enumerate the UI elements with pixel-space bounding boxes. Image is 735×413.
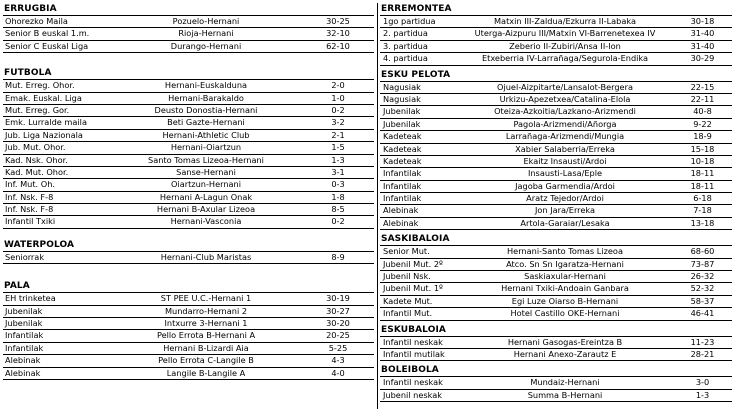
match-cell: Summa B-Hernani [527,389,603,400]
match-cell: Hernani-Barakaldo [168,92,244,103]
category-cell: Nagusiak [383,93,421,104]
score-cell: 68-60 [690,246,715,257]
score-cell: 7-18 [693,205,712,216]
results-table [380,336,732,362]
match-cell: Egi Luze Oiarso B-Hernani [511,295,619,306]
score-cell: 20-25 [326,330,350,341]
category-cell: Emk. Lurralde maila [5,117,87,128]
section-esku-pelota [380,69,732,231]
section-title: ERREMONTEA [381,4,452,14]
section-boleibola [380,364,732,402]
score-cell: 30-29 [690,53,715,64]
score-cell: 10-18 [690,155,715,166]
category-cell: Nagusiak [383,81,421,92]
column-divider [377,3,378,409]
category-cell: Infantil neskak [383,336,443,347]
result-row [3,93,374,105]
category-cell: Inf. Mut. Oh. [5,179,55,190]
category-cell: Alebinak [5,355,41,366]
section-gap [3,229,374,239]
result-row [3,252,374,264]
section-title: SASKIBALOIA [381,234,450,245]
score-cell: 8-9 [331,251,345,262]
category-cell: Kadeteak [383,131,422,142]
match-cell: Mundarro-Hernani 2 [164,305,248,316]
category-cell: 1go partidua [383,16,436,26]
results-table [380,15,732,66]
match-cell: Hernani-Euskalduna [164,80,248,91]
category-cell: Kadeteak [383,155,422,166]
score-cell: 22-15 [690,81,715,92]
category-cell: Jub. Liga Nazionala [5,129,83,140]
match-cell: Pagola-Arizmendi/Añorga [513,118,617,129]
section-eskubaloia [380,324,732,362]
result-row [380,28,732,40]
results-table [3,79,374,229]
result-row [3,80,374,92]
score-cell: 62-10 [326,40,350,51]
result-row [3,179,374,191]
section-waterpoloa [3,239,374,264]
category-cell: Inf. Nsk. F-8 [5,204,54,215]
match-cell: Deusto Donostia-Hernani [154,104,258,115]
score-cell: 58-37 [690,295,715,306]
result-row [380,82,732,94]
section-gap [3,264,374,280]
section-gap [3,53,374,67]
match-cell: Zeberio II-Zubiri/Ansa II-Ion [509,40,621,51]
section-saskibaloia [380,233,732,320]
match-cell: Hernani-Club Maristas [160,251,252,262]
result-row [380,377,732,389]
score-cell: 30-20 [326,318,350,329]
match-cell: Ekaitz Insausti/Ardoi [523,155,607,166]
match-cell: Atco. Sn Sn Igaratza-Hernani [506,258,624,269]
match-cell: Mundaiz-Hernani [530,377,600,388]
result-row [3,318,374,330]
result-row [380,193,732,205]
section-title: FUTBOLA [4,68,52,79]
match-cell: Artola-Garaiar/Lesaka [520,217,610,228]
category-cell: Infantilak [5,330,44,341]
score-cell: 22-11 [690,93,715,104]
result-row [3,216,374,228]
result-row [380,218,732,230]
score-cell: 18-11 [690,180,715,191]
result-row [380,94,732,106]
category-cell: Senior B euskal 1.m. [5,28,90,39]
section-title: ESKU PELOTA [381,69,451,80]
result-row [380,308,732,320]
match-cell: Insausti-Lasa/Eple [527,168,603,179]
result-row [3,368,374,380]
category-cell: Kadete Mut. [383,295,433,306]
match-cell: Hernani Anexo-Zarautz E [513,348,617,359]
category-cell: Senior Mut. [383,246,430,257]
score-cell: 3-1 [331,166,345,177]
category-cell: Infantilak [383,168,422,179]
section-futbola [3,67,374,229]
section-erremontea [380,3,732,66]
score-cell: 0-2 [331,104,345,115]
result-row [380,205,732,217]
match-cell: Pello Errota C-Langile B [158,355,254,366]
match-cell: Sanse-Hernani [176,166,236,177]
results-table [3,251,374,264]
match-cell: Beti Gazte-Hernani [167,117,245,128]
score-cell: 0-3 [331,179,345,190]
match-cell: Urkizu-Apezetxea/Catalina-Elola [499,93,631,104]
score-cell: 4-0 [331,367,345,378]
category-cell: Jubenilak [5,305,43,316]
score-cell: 1-3 [331,154,345,165]
score-cell: 1-5 [331,142,345,153]
result-row [3,117,374,129]
score-cell: 40-8 [693,106,712,117]
category-cell: Seniorrak [5,251,45,262]
category-cell: Infantil neskak [383,377,443,388]
result-row [380,131,732,143]
score-cell: 3-0 [695,377,710,388]
score-cell: 46-41 [690,308,715,319]
result-row [380,390,732,402]
match-cell: Hernani Gasogas-Ereintza B [507,336,623,347]
match-cell: Oteiza-Azkoitia/Lazkano-Arizmendi [494,106,636,117]
result-row [3,192,374,204]
section-title: ERRUGBIA [4,4,57,14]
category-cell: Jubenil neskak [383,389,443,400]
score-cell: 2-1 [331,129,345,140]
score-cell: 6-18 [693,193,712,204]
score-cell: 1-8 [331,191,345,202]
result-row [3,142,374,154]
score-cell: 13-18 [690,217,715,228]
result-row [380,283,732,295]
result-row [3,330,374,342]
results-table [3,292,374,380]
match-cell: Pozuelo-Hernani [172,16,240,26]
match-cell: Jagoba Garmendia/Ardoi [515,180,615,191]
match-cell: Hernani B-Lizardi Aia [163,342,249,353]
right-column [380,3,732,402]
match-cell: Hernani B-Axular Lizeoa [156,204,256,215]
match-cell: Hernani-Vasconia [170,216,242,227]
match-cell: Hernani-Santo Tomas Lizeoa [507,246,623,257]
results-table [3,15,374,53]
result-row [3,204,374,216]
category-cell: EH trinketea [5,293,56,304]
result-row [3,28,374,40]
category-cell: Infantilak [383,180,422,191]
result-row [380,16,732,28]
match-cell: Larrañaga-Arizmendi/Mungia [505,131,625,142]
category-cell: Infantilak [383,193,422,204]
match-cell: Xabier Salaberria/Erreka [515,143,615,154]
category-cell: Infantil Mut. [383,308,433,319]
score-cell: 5-25 [328,342,348,353]
result-row [380,168,732,180]
score-cell: 4-3 [331,355,345,366]
match-cell: Hernani-Oiartzun [170,142,242,153]
match-cell: Uterga-Aizpuru III/Matxin VI-Barrenetexea IV [474,28,656,39]
match-cell: Intxurre 3-Hernani 1 [164,318,248,329]
score-cell: 8-5 [331,204,345,215]
match-cell: ST PEE U.C.-Hernani 1 [160,293,252,304]
score-cell: 1-3 [695,389,710,400]
left-column [3,3,374,380]
result-row [3,155,374,167]
result-row [380,271,732,283]
results-table [380,376,732,402]
match-cell: Pello Errota B-Hernani A [156,330,256,341]
category-cell: Mut. Erreg. Ohor. [5,80,75,91]
category-cell: Infantilak [5,342,44,353]
score-cell: 31-40 [690,28,715,39]
score-cell: 30-19 [326,293,350,304]
score-cell: 73-87 [690,258,715,269]
section-title: WATERPOLOA [4,239,75,250]
score-cell: 26-32 [690,271,715,282]
category-cell: Infantil mutilak [383,348,445,359]
category-cell: Infantil Txiki [5,216,56,227]
result-row [3,105,374,117]
category-cell: Jubenil Nsk. [383,271,431,282]
category-cell: Jub. Mut. Ohor. [5,142,66,153]
result-row [3,130,374,142]
match-cell: Langile B-Langile A [166,367,246,378]
category-cell: Emak. Euskal. Liga [5,92,82,103]
category-cell: Mut. Erreg. Gor. [5,104,70,115]
result-row [380,259,732,271]
result-row [380,144,732,156]
result-row [3,293,374,305]
match-cell: Matxin III-Zaldua/Ezkurra II-Labaka [493,16,636,26]
score-cell: 30-18 [690,16,715,26]
category-cell: Alebinak [383,217,419,228]
match-cell: Rioja-Hernani [178,28,234,39]
result-row [380,349,732,361]
results-table [380,245,732,320]
section-title: PALA [4,281,30,292]
score-cell: 1-0 [331,92,345,103]
result-row [380,106,732,118]
result-row [380,246,732,258]
result-row [3,41,374,53]
category-cell: Kadeteak [383,143,422,154]
score-cell: 32-10 [326,28,350,39]
result-row [380,119,732,131]
score-cell: 3-2 [331,117,345,128]
match-cell: Hotel Castillo OKE-Hernani [510,308,620,319]
section-title: BOLEIBOLA [381,365,439,376]
score-cell: 0-2 [331,216,345,227]
category-cell: 2. partidua [383,28,428,39]
section-pala [3,280,374,380]
result-row [3,16,374,28]
category-cell: Inf. Nsk. F-8 [5,191,54,202]
result-row [380,53,732,65]
result-row [3,167,374,179]
match-cell: Etxeberria IV-Larrañaga/Segurola-Endika [481,53,649,64]
match-cell: Santo Tomas Lizeoa-Hernani [148,154,264,165]
match-cell: Oiartzun-Hernani [170,179,242,190]
score-cell: 9-22 [693,118,712,129]
score-cell: 28-21 [690,348,715,359]
result-row [380,337,732,349]
result-row [380,156,732,168]
category-cell: 4. partidua [383,53,428,64]
score-cell: 15-18 [690,143,715,154]
match-cell: Hernani A-Lagun Onak [159,191,253,202]
category-cell: Jubenilak [383,118,421,129]
category-cell: Jubenilak [5,318,43,329]
score-cell: 18-9 [693,131,712,142]
score-cell: 52-32 [690,283,715,294]
score-cell: 18-11 [690,168,715,179]
score-cell: 31-40 [690,40,715,51]
category-cell: Senior C Euskal Liga [5,40,89,51]
category-cell: Alebinak [5,367,41,378]
category-cell: Alebinak [383,205,419,216]
score-cell: 30-27 [326,305,350,316]
match-cell: Hernani Txiki-Andoain Ganbara [501,283,629,294]
result-row [380,296,732,308]
category-cell: Jubenil Mut. 1º [383,283,443,294]
result-row [3,355,374,367]
category-cell: Kad. Mut. Ohor. [5,166,69,177]
category-cell: Jubenilak [383,106,421,117]
results-table [380,81,732,231]
category-cell: Kad. Nsk. Ohor. [5,154,68,165]
score-cell: 11-23 [690,336,715,347]
match-cell: Jon Jara/Erreka [534,205,596,216]
category-cell: Jubenil Mut. 2º [383,258,443,269]
category-cell: Ohorezko Maila [5,16,68,26]
match-cell: Aratz Tejedor/Ardoi [526,193,604,204]
result-row [380,41,732,53]
match-cell: Durango-Hernani [170,40,242,51]
score-cell: 30-25 [326,16,350,26]
section-title: ESKUBALOIA [381,324,446,335]
result-row [3,343,374,355]
score-cell: 2-0 [331,80,345,91]
result-row [380,181,732,193]
match-cell: Ojuel-Aizpitarte/Lansalot-Bergera [497,81,633,92]
result-row [3,306,374,318]
category-cell: 3. partidua [383,40,428,51]
match-cell: Saskiaxular-Hernani [524,271,606,282]
section-errugbia [3,3,374,53]
match-cell: Hernani-Athletic Club [162,129,250,140]
